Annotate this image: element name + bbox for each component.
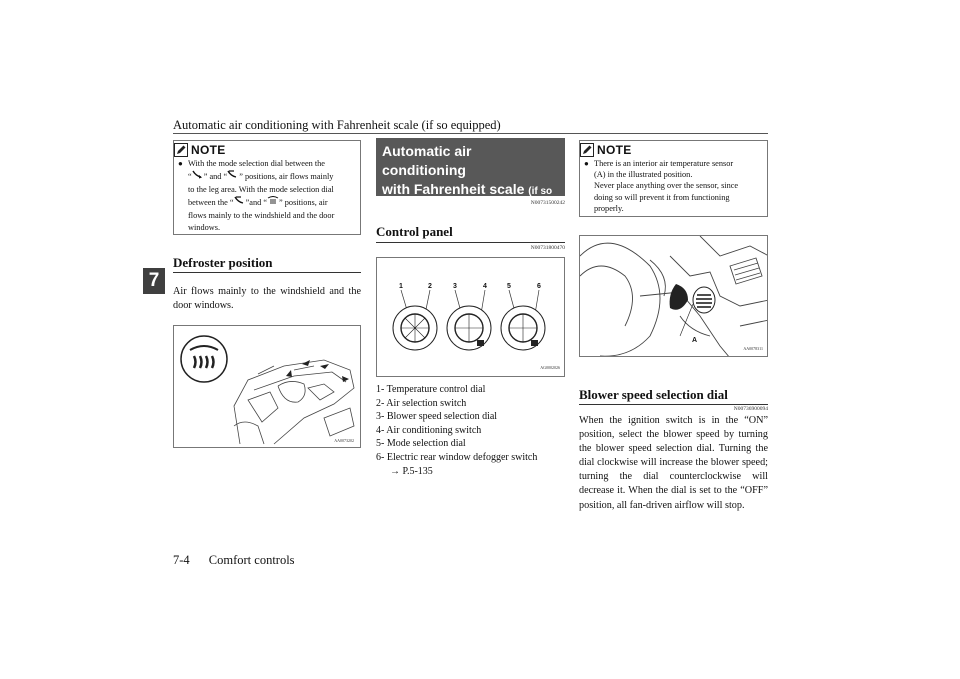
section-title-line1: Automatic air conditioning [382,143,472,178]
left-note-body: ● With the mode selection dial between the “ ” and “ ” positions, air flows mainly to the leg area. With the mode selection dial between the “ ”and “ ” positions, air flows mainly to the windshield and the door windows. [178,159,335,233]
footer-section: Comfort controls [208,553,295,567]
dial-number: 6 [537,283,541,290]
figure-code: AA0078311 [743,346,763,351]
dial-number: 2 [428,283,432,290]
dial-number: 5 [507,283,511,290]
note-line: (A) in the illustrated position. [594,170,693,180]
blower-code: N00736900094 [733,406,768,412]
control-panel-heading: Control panel [376,224,453,239]
section-title-small: (if so [528,186,553,197]
left-note-header [174,142,226,158]
note-line: windows. [188,223,221,233]
left-note-label: NOTE [191,143,226,157]
sensor-label: A [692,337,698,344]
left-note-box [173,140,361,235]
list-item: 5- Mode selection dial [376,438,466,450]
bullet-icon: ● [584,159,589,168]
control-panel-code: N00731800470 [530,245,565,251]
blower-heading-rule [579,404,768,405]
sensor-figure [579,235,768,357]
note-pencil-icon [174,143,188,157]
right-note-box [579,140,768,217]
note-line: to the leg area. With the mode selection dial [188,184,334,194]
defroster-illustration [174,326,361,448]
note-line: flows mainly to the windshield and the door [188,210,335,220]
right-note-label: NOTE [597,143,632,157]
list-item: 2- Air selection switch [376,397,467,409]
right-note-header [580,142,632,158]
page-number: 7-4 [173,553,190,567]
control-panel-list [376,383,537,478]
control-panel-figure [376,257,565,377]
blower-text: When the ignition switch is in the “ON” position, select the blower speed by turning the blower speed selection dial. Turning the dial clockwise will increase the blower speed; turning the dial counterclockwise will decrease it. When the dial is set to the “OFF” position, all fan-driven airflow will stop. [579,415,768,511]
note-line: properly. [594,203,624,213]
note-pencil-icon [580,143,594,157]
section-title-line2: with Fahrenheit scale [382,181,525,197]
defroster-heading-rule [173,272,361,273]
defroster-text: Air flows mainly to the windshield and the door windows. [173,286,361,312]
dial-number: 1 [399,283,403,290]
note-line: doing so will prevent it from functioning [594,192,730,202]
leg-windshield-airflow-icon [227,170,239,179]
defroster-icon [267,196,279,205]
list-item: 6- Electric rear window defogger switch [376,451,538,463]
figure-code: AG0002026 [540,365,560,370]
blower-heading: Blower speed selection dial [579,387,728,402]
defroster-figure [173,325,361,448]
list-item: 1- Temperature control dial [376,384,486,395]
right-note-body [584,158,765,214]
control-panel-illustration [377,258,565,377]
leg-airflow-icon [192,170,204,179]
section-code: N00731500242 [530,200,565,206]
dial-number: 4 [483,283,487,290]
bullet-icon: ● [178,159,183,168]
list-item: 4- Air conditioning switch [376,424,482,436]
page-footer [173,553,311,568]
page-reference-link[interactable]: → P.5-135 [390,465,433,477]
control-panel-rule [376,242,565,243]
leg-windshield-airflow-icon [234,196,246,205]
defroster-heading: Defroster position [173,255,273,270]
figure-code: AA0073202 [334,438,354,443]
page-header-title: Automatic air conditioning with Fahrenheit scale (if so equipped) [173,118,501,132]
sensor-illustration [580,236,768,357]
note-line: There is an interior air temperature sensor [594,159,734,168]
note-line: With the mode selection dial between the [188,159,325,168]
section-title-small-2: equipped) [382,207,430,218]
chapter-tab: 7 [143,268,165,294]
dial-number: 3 [453,283,457,290]
header-rule [173,133,768,134]
list-item: 3- Blower speed selection dial [376,411,498,423]
note-line: Never place anything over the sensor, since [594,181,739,191]
